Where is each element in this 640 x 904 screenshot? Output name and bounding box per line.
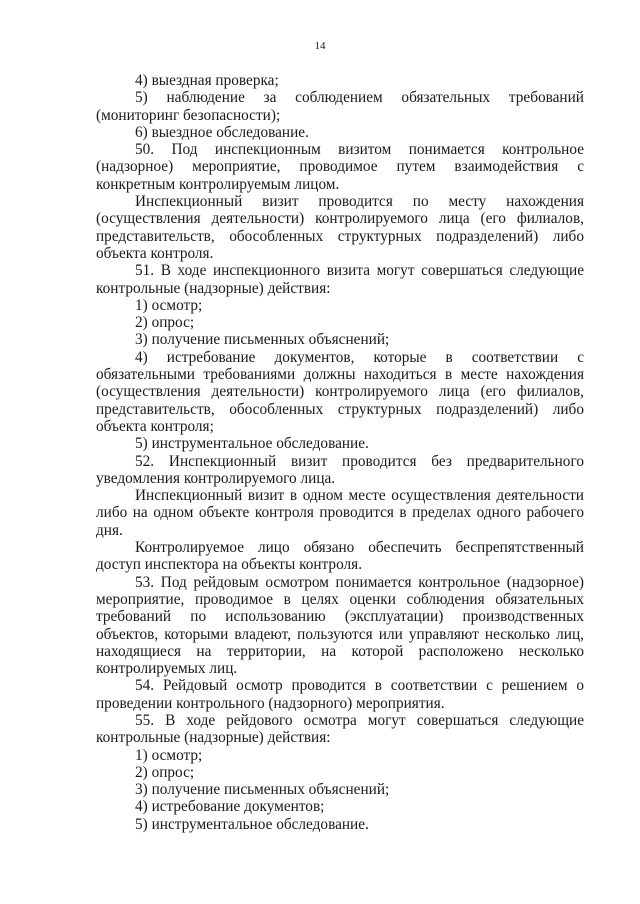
- clause-55: 55. В ходе рейдового осмотра могут совершаться следующие контрольные (надзорные) действия:: [96, 711, 584, 747]
- clause-55-item-3: 3) получение письменных объяснений;: [135, 781, 390, 799]
- clause-51-item-1: 1) осмотр;: [135, 296, 203, 314]
- clause-52-access: Контролируемое лицо обязано обеспечить беспрепятственный доступ инспектора на объекты контроля.: [96, 539, 584, 574]
- document-body: [96, 72, 584, 833]
- clause-54: 54. Рейдовый осмотр проводится в соответствии с решением о проведении контрольного (надзорного) мероприятия.: [96, 677, 584, 712]
- clause-51-item-3: 3) получение письменных объяснений;: [135, 331, 390, 349]
- list-item-6-onsite-survey: 6) выездное обследование.: [135, 123, 309, 141]
- clause-51-item-5: 5) инструментальное обследование.: [135, 435, 369, 453]
- clause-52: 52. Инспекционный визит проводится без предварительного уведомления контролируемого лица.: [96, 452, 584, 487]
- clause-55-item-1: 1) осмотр;: [135, 746, 203, 764]
- clause-51-item-2: 2) опрос;: [135, 314, 195, 332]
- clause-55-item-2: 2) опрос;: [135, 763, 195, 781]
- page-number: 14: [314, 40, 326, 52]
- clause-50-location: Инспекционный визит проводится по месту нахождения (осуществления деятельности) контролируемого лица (его филиалов, представительств, обособленных структурных подразделений) либо объекта контроля.: [96, 193, 584, 262]
- clause-51: 51. В ходе инспекционного визита могут совершаться следующие контрольные (надзорные) действия:: [96, 262, 584, 297]
- list-item-4-onsite-inspection: 4) выездная проверка;: [135, 72, 279, 89]
- clause-52-one-day: Инспекционный визит в одном месте осуществления деятельности либо на одном объекте контроля проводится в пределах одного рабочего дня.: [96, 487, 584, 539]
- clause-50: 50. Под инспекционным визитом понимается контрольное (надзорное) мероприятие, проводимое путем взаимодействия с конкретным контролируемым лицом.: [96, 141, 584, 193]
- clause-55-item-4: 4) истребование документов;: [135, 798, 325, 816]
- clause-53: 53. Под рейдовым осмотром понимается контрольное (надзорное) мероприятие, проводимое в целях оценки соблюдения обязательных требований по использованию (эксплуатации) производственных объектов, которыми владеют, пользуются или управляют несколько лиц, находящиеся на территории, на которой расположено несколько контролируемых лиц.: [96, 573, 584, 678]
- clause-51-item-4: 4) истребование документов, которые в соответствии с обязательными требованиями должны находиться в месте нахождения (осуществления деятельности) контролируемого лица (его филиалов, представительств, обособленных структурных подразделений) либо объекта контроля;: [96, 348, 584, 435]
- clause-55-item-5: 5) инструментальное обследование.: [135, 815, 369, 833]
- list-item-5-monitoring: 5) наблюдение за соблюдением обязательных требований (мониторинг безопасности);: [96, 89, 584, 124]
